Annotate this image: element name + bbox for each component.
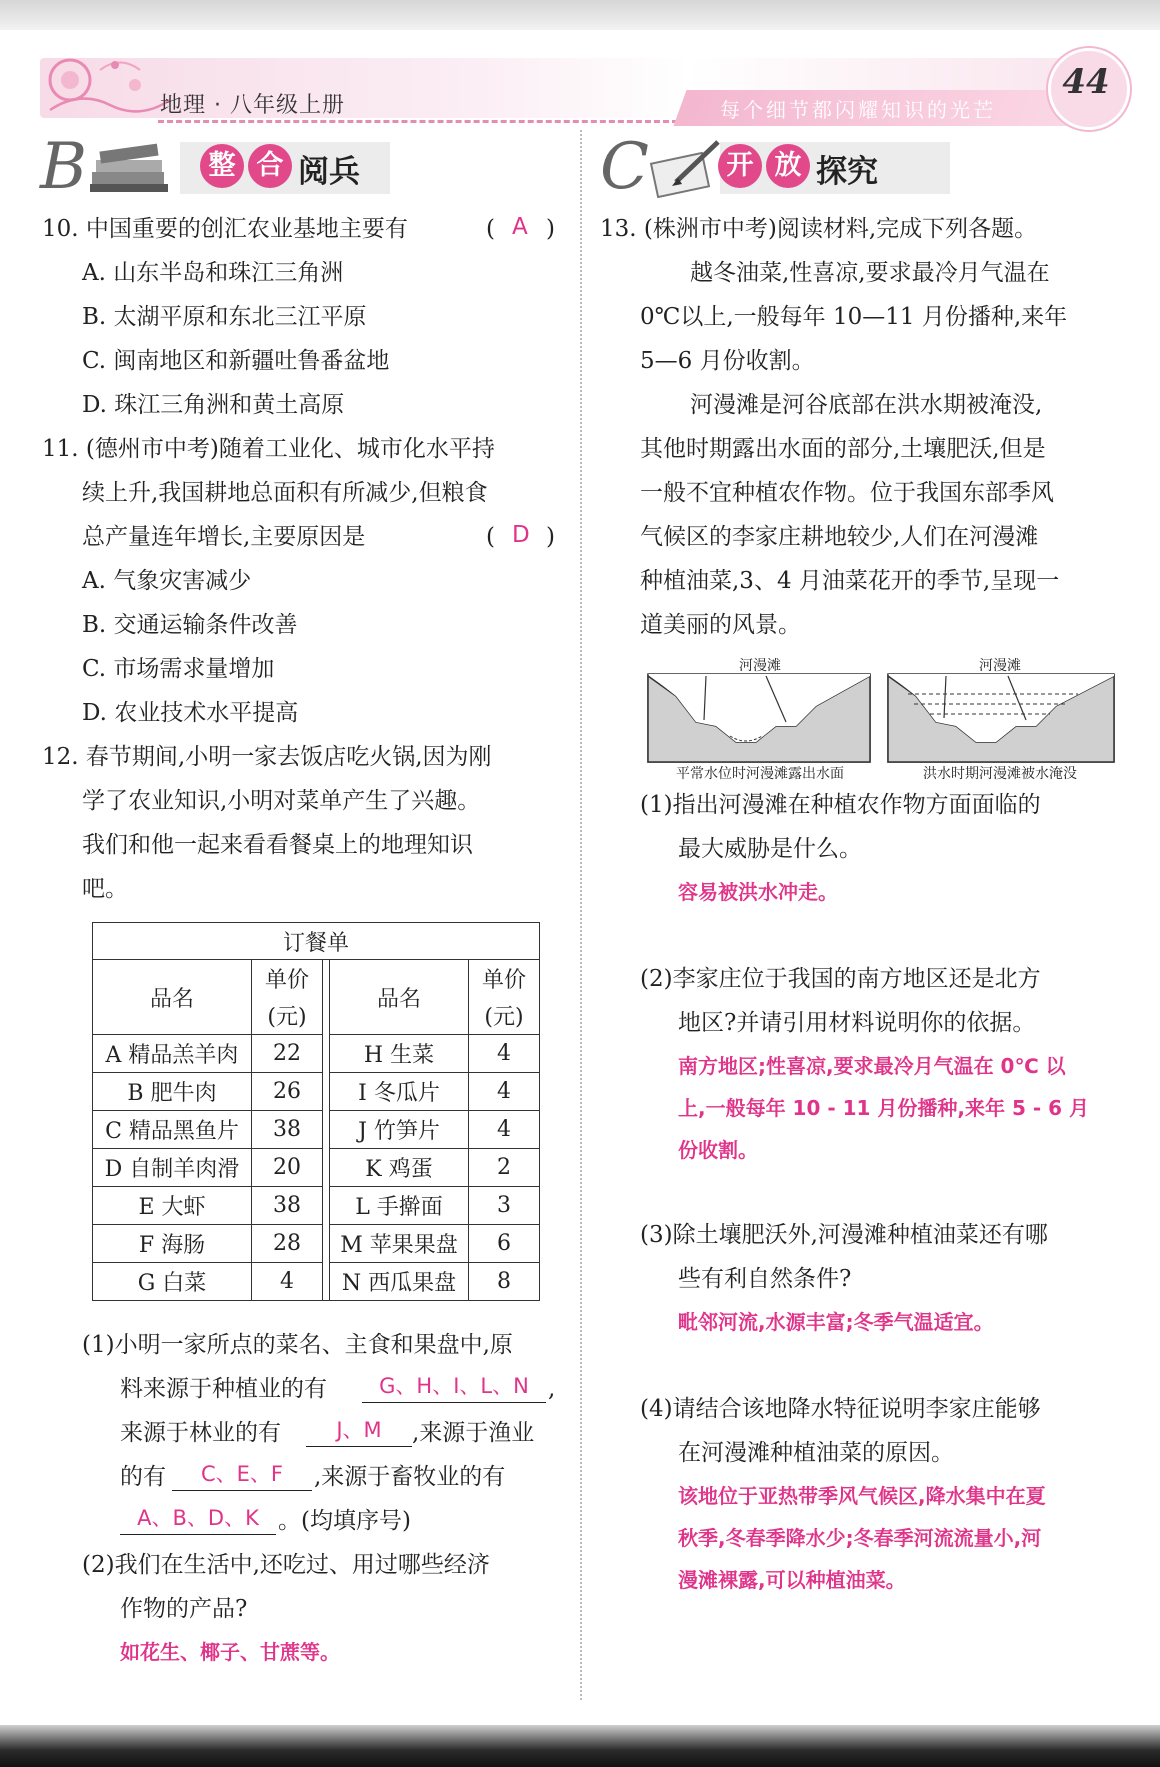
diagram-label-left: 河漫滩 [739,658,781,674]
table-cell-name: N 西瓜果盘 [330,1263,469,1301]
q11-bracket-close: ) [546,524,555,550]
table-row [93,1149,540,1187]
table-title: 订餐单 [93,923,540,960]
q10-option-a: A. 山东半岛和珠江三角洲 [82,260,344,286]
q12-sub1-line-3-post: ,来源于渔业 [412,1420,535,1446]
table-cell-price: 4 [469,1111,540,1149]
q13-sub3-answer: 毗邻河流,水源丰富;冬季气温适宜。 [678,1310,994,1334]
table-cell-name: J 竹笋片 [330,1111,469,1149]
q10-option-b: B. 太湖平原和东北三江平原 [82,304,367,330]
q13-sub3-line-1: (3)除土壤肥沃外,河漫滩种植油菜还有哪 [640,1222,1048,1248]
q12-sub2-answer: 如花生、椰子、甘蔗等。 [120,1640,340,1664]
blank-livestock[interactable]: A、B、D、K [120,1502,276,1535]
q13-sub2-line-1: (2)李家庄位于我国的南方地区还是北方 [640,966,1041,992]
q13-sub4-answer-3: 漫滩裸露,可以种植油菜。 [678,1568,906,1592]
table-cell-price: 4 [469,1073,540,1111]
q13-para2-line-3: 一般不宜种植农作物。位于我国东部季风 [640,480,1054,506]
q12-sub1-comma: , [548,1376,556,1402]
table-row [93,1111,540,1149]
q13-stem: 13. (株洲市中考)阅读材料,完成下列各题。 [600,216,1038,242]
section-c-letter: C [600,130,649,204]
top-shadow [0,0,1160,30]
table-cell-name: H 生菜 [330,1035,469,1073]
q13-para2-line-1: 河漫滩是河谷底部在洪水期被淹没, [690,392,1043,418]
q10-answer: A [512,214,528,240]
q13-sub2-answer-1: 南方地区;性喜凉,要求最冷月气温在 0℃ 以 [678,1054,1066,1078]
section-b-header [40,132,400,202]
q13-para2-line-4: 气候区的李家庄耕地较少,人们在河漫滩 [640,524,1039,550]
table-cell-price: 28 [252,1225,323,1263]
table-cell-name: L 手擀面 [330,1187,469,1225]
table-row [93,1263,540,1301]
section-c-header [600,132,980,202]
table-cell-price: 8 [469,1263,540,1301]
q12-sub2-line-1: (2)我们在生活中,还吃过、用过哪些经济 [82,1552,490,1578]
q13-sub1-line-2: 最大威胁是什么。 [678,836,862,862]
q12-line-4: 吧。 [82,876,128,902]
q11-option-b: B. 交通运输条件改善 [82,612,298,638]
table-header-price-left: 单价 [252,960,323,998]
order-table [92,922,540,1301]
q11-answer: D [512,522,530,548]
q12-sub1-line-2: 料来源于种植业的有 [120,1376,327,1402]
table-cell-price: 22 [252,1035,323,1073]
q12-sub2-line-2: 作物的产品? [120,1596,248,1622]
q13-sub4-answer-1: 该地位于亚热带季风气候区,降水集中在夏 [678,1484,1046,1508]
table-row [93,1187,540,1225]
pen-notebook-icon [646,138,726,198]
table-cell-name: F 海肠 [93,1225,252,1263]
table-cell-name: E 大虾 [93,1187,252,1225]
table-cell-name: C 精品黑鱼片 [93,1111,252,1149]
table-header-name-left: 品名 [93,960,252,1035]
q13-para1-line-2: 0℃以上,一般每年 10—11 月份播种,来年 [640,304,1068,330]
table-cell-price: 2 [469,1149,540,1187]
blank-forestry[interactable]: J、M [306,1414,412,1447]
table-cell-name: G 白菜 [93,1263,252,1301]
table-cell-price: 26 [252,1073,323,1111]
q12-line-1: 12. 春节期间,小明一家去饭店吃火锅,因为刚 [42,744,492,770]
q13-para1-line-3: 5—6 月份收割。 [640,348,815,374]
section-c-pill-2: 放 [766,144,810,188]
diagram-flood-water [888,674,1114,762]
table-header-row [93,960,540,998]
diagram-caption-right: 洪水时期河漫滩被水淹没 [923,766,1077,780]
q11-line-2: 续上升,我国耕地总面积有所减少,但粮食 [82,480,488,506]
q13-sub4-answer-2: 秋季,冬春季降水少;冬春季河流流量小,河 [678,1526,1042,1550]
q10-bracket-close: ) [546,216,555,242]
diagram-normal-water [648,674,870,762]
table-header-unit-right: (元) [469,997,540,1035]
q13-sub4-line-1: (4)请结合该地降水特征说明李家庄能够 [640,1396,1041,1422]
page-header [40,48,1120,128]
table-cell-price: 6 [469,1225,540,1263]
q11-line-1: 11. (德州市中考)随着工业化、城市化水平持 [42,436,495,462]
page-number: 44 [1062,62,1110,102]
q13-sub3-line-2: 些有利自然条件? [678,1266,852,1292]
q11-bracket-open: ( [486,524,495,550]
q10-option-c: C. 闽南地区和新疆吐鲁番盆地 [82,348,390,374]
q12-sub1-line-4-post: ,来源于畜牧业的有 [314,1464,506,1490]
q13-sub2-line-2: 地区?并请引用材料说明你的依据。 [678,1010,1036,1036]
floodplain-diagram [646,656,1116,780]
table-row [93,1035,540,1073]
table-header-name-right: 品名 [330,960,469,1035]
table-title-row [93,923,540,960]
q11-option-a: A. 气象灾害减少 [82,568,252,594]
table-cell-name: I 冬瓜片 [330,1073,469,1111]
header-dashed-line [158,120,678,123]
q10-stem: 10. 中国重要的创汇农业基地主要有 [42,216,408,242]
section-c-title: 探究 [816,154,878,190]
q13-sub4-line-2: 在河漫滩种植油菜的原因。 [678,1440,954,1466]
table-cell-name: M 苹果果盘 [330,1225,469,1263]
q12-line-3: 我们和他一起来看看餐桌上的地理知识 [82,832,473,858]
section-c-pill-1: 开 [718,144,762,188]
q12-sub1-line-4-pre: 的有 [120,1464,166,1490]
table-header-price-right: 单价 [469,960,540,998]
bottom-bar [0,1725,1160,1767]
q10-bracket-open: ( [486,216,495,242]
table-row [93,1073,540,1111]
table-cell-name: B 肥牛肉 [93,1073,252,1111]
q13-para2-line-5: 种植油菜,3、4 月油菜花开的季节,呈现一 [640,568,1060,594]
q10-option-d: D. 珠江三角洲和黄土高原 [82,392,345,418]
q11-line-3: 总产量连年增长,主要原因是 [82,524,366,550]
blank-fishery[interactable]: C、E、F [172,1458,312,1491]
section-b-title: 阅兵 [298,154,360,190]
q11-option-c: C. 市场需求量增加 [82,656,275,682]
q13-sub1-answer: 容易被洪水冲走。 [678,880,838,904]
table-cell-price: 4 [252,1263,323,1301]
table-cell-price: 4 [469,1035,540,1073]
q13-sub2-answer-2: 上,一般每年 10 - 11 月份播种,来年 5 - 6 月 [678,1096,1089,1120]
diagram-caption-left: 平常水位时河漫滩露出水面 [676,766,844,780]
diagram-label-right: 河漫滩 [979,658,1021,674]
table-cell-name: A 精品羔羊肉 [93,1035,252,1073]
table-cell-price: 38 [252,1111,323,1149]
table-header-unit-left: (元) [252,997,323,1035]
blank-planting[interactable]: G、H、I、L、N [362,1370,546,1403]
books-icon [86,138,176,198]
subject-title: 地理 · 八年级上册 [160,93,345,118]
section-b-pill-2: 合 [248,144,292,188]
q13-para2-line-6: 道美丽的风景。 [640,612,801,638]
column-divider [580,130,582,1700]
q12-line-2: 学了农业知识,小明对菜单产生了兴趣。 [82,788,481,814]
q13-sub1-line-1: (1)指出河漫滩在种植农作物方面面临的 [640,792,1041,818]
section-b-letter: B [40,130,88,204]
q13-para1-line-1: 越冬油菜,性喜凉,要求最冷月气温在 [690,260,1050,286]
q11-option-d: D. 农业技术水平提高 [82,700,299,726]
table-cell-price: 20 [252,1149,323,1187]
table-cell-name: D 自制羊肉滑 [93,1149,252,1187]
q12-sub1-line-3-pre: 来源于林业的有 [120,1420,281,1446]
q13-para2-line-2: 其他时期露出水面的部分,土壤肥沃,但是 [640,436,1046,462]
section-b-pill-1: 整 [200,144,244,188]
table-column-gap [323,960,330,1301]
q12-sub1-line-5-post: 。(均填序号) [278,1508,411,1534]
table-cell-price: 38 [252,1187,323,1225]
table-cell-name: K 鸡蛋 [330,1149,469,1187]
slogan-text: 每个细节都闪耀知识的光芒 [720,98,996,122]
table-cell-price: 3 [469,1187,540,1225]
table-row [93,1225,540,1263]
q13-sub2-answer-3: 份收割。 [678,1138,758,1162]
q12-sub1-line-1: (1)小明一家所点的菜名、主食和果盘中,原 [82,1332,513,1358]
